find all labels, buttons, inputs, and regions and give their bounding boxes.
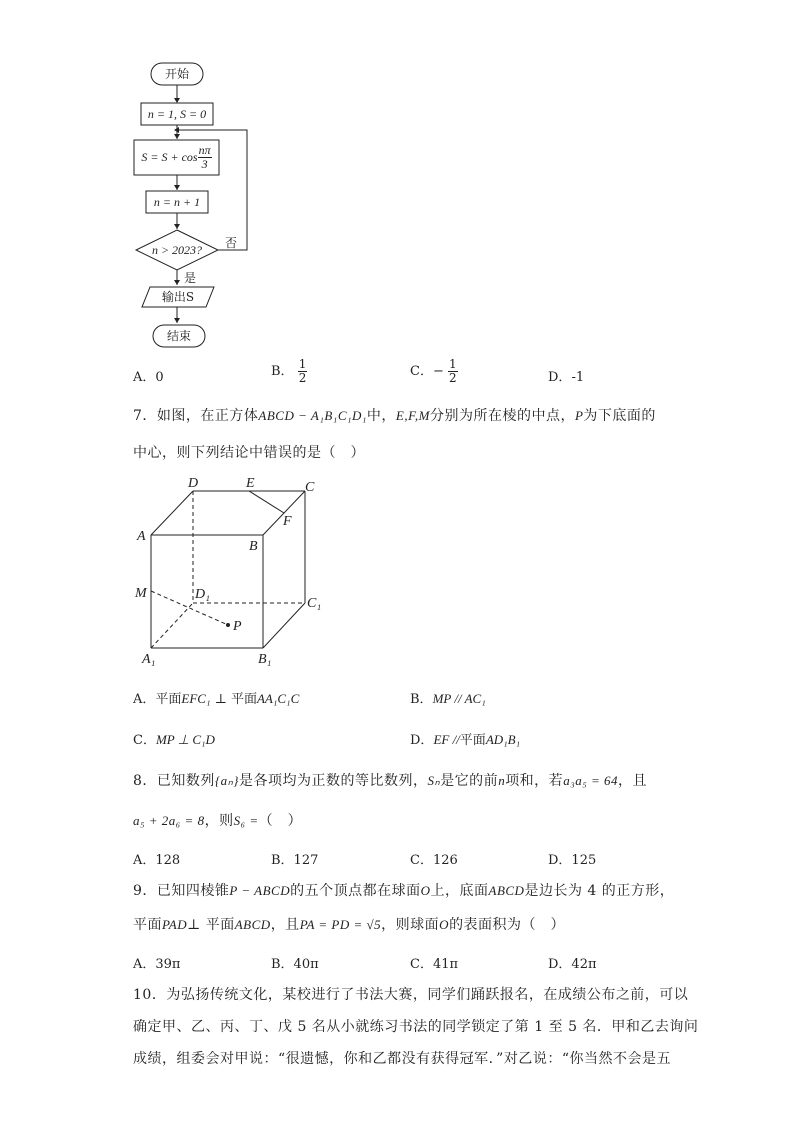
vertex-label-d1: D₁ <box>195 587 210 602</box>
vertex-label-c: C <box>305 480 315 495</box>
option-sign: − <box>432 364 444 379</box>
option-math: EF // <box>433 732 460 747</box>
q8-text: 项和，若 <box>505 773 564 789</box>
flow-update-fraction <box>198 144 212 171</box>
flow-increment-label: n = n + 1 <box>153 195 201 209</box>
option-math: AD₁B₁ <box>485 732 521 747</box>
vertex-label-a: A <box>137 529 146 544</box>
q7-option-a <box>133 688 299 707</box>
q9-text: 的表面积为（ ） <box>449 917 566 933</box>
q9-option-b: B．40π <box>271 957 319 972</box>
option-fraction <box>448 358 458 385</box>
flow-update-prefix: S = S + cos <box>141 150 198 164</box>
q7-stem-line1 <box>133 405 656 425</box>
q9-text: ，则球面 <box>381 917 440 933</box>
fraction-denominator: 2 <box>298 371 307 385</box>
vertex-label-c1: C₁ <box>307 596 322 611</box>
q7-text: 7．如图，在正方体 <box>133 408 259 424</box>
flow-init-label: n = 1, S = 0 <box>147 107 207 121</box>
q9-math: O <box>420 883 431 898</box>
flow-end-label: 结束 <box>166 329 191 343</box>
option-value: -1 <box>571 370 585 385</box>
q9-math: P − ABCD <box>229 883 291 898</box>
vertex-label-a1: A₁ <box>142 652 156 667</box>
flow-yes-label: 是 <box>184 271 197 285</box>
q8-math: S₆ = <box>233 813 259 828</box>
option-letter: C． <box>410 364 433 379</box>
q8-text: ，则 <box>204 813 234 829</box>
q7-points: E,F,M <box>395 408 430 423</box>
option-letter: D． <box>548 370 572 385</box>
q9-math: ABCD <box>234 917 271 932</box>
fraction-denominator: 2 <box>449 371 457 385</box>
arrow-head <box>174 185 180 190</box>
q8-stem-line1 <box>133 770 647 790</box>
q8-text: 是它的前 <box>440 773 499 789</box>
option-fraction <box>298 358 308 385</box>
arrow-head <box>174 224 180 229</box>
option-letter: D． <box>410 733 434 748</box>
option-letter: B． <box>410 692 433 707</box>
option-text: 平面 <box>155 692 182 707</box>
option-letter: A． <box>133 370 156 385</box>
q6-option-b <box>271 358 307 385</box>
flow-condition-label: n > 2023? <box>151 243 203 257</box>
q8-option-d: D．125 <box>548 853 597 868</box>
option-math: AA₁C₁C <box>256 691 300 706</box>
option-math: MP // AC₁ <box>432 691 486 706</box>
q9-stem-line1 <box>133 880 674 900</box>
q9-text: 的五个顶点都在球面 <box>290 883 421 899</box>
option-text: ⊥ 平面 <box>210 692 257 707</box>
q8-stem-line2 <box>133 810 302 830</box>
arrow-head <box>174 318 180 323</box>
q9-text: 平面 <box>133 917 162 933</box>
option-text: 平面 <box>459 733 486 748</box>
q8-math: a₃a₅ = 64 <box>563 773 618 788</box>
cube-figure <box>0 470 360 670</box>
vertex-label-e: E <box>246 476 255 491</box>
q9-stem-line2 <box>133 914 565 934</box>
fraction-numerator: 1 <box>298 357 307 371</box>
q9-text: 是边长为 4 的正方形， <box>524 883 675 899</box>
flow-start-label: 开始 <box>164 67 189 81</box>
q7-point-p: P <box>574 408 584 423</box>
q8-text: （ ） <box>258 813 303 829</box>
vertex-label-d: D <box>188 476 199 491</box>
vertex-label-b: B <box>249 539 258 554</box>
flow-update-label <box>134 140 219 175</box>
q10-stem-line2: 确定甲、乙、丙、丁、戊 5 名从小就练习书法的同学锁定了第 1 至 5 名．甲和乙去询问 <box>133 1019 699 1035</box>
q7-text: 分别为所在棱的中点， <box>429 408 575 424</box>
q8-math: {aₙ} <box>214 773 239 788</box>
q9-text: 上，底面 <box>430 883 489 899</box>
flow-output-label: 输出S <box>161 290 195 304</box>
q9-option-d: D．42π <box>548 957 597 972</box>
q7-text: 为下底面的 <box>583 408 656 424</box>
q8-option-a: A．128 <box>133 853 181 868</box>
q9-math: O <box>439 917 450 932</box>
q8-option-c: C．126 <box>410 853 458 868</box>
q10-stem-line1: 10．为弘扬传统文化，某校进行了书法大赛，同学们踊跃报名，在成绩公布之前，可以 <box>133 987 689 1003</box>
q9-option-c: C．41π <box>410 957 459 972</box>
option-letter: B． <box>271 364 294 379</box>
fraction-numerator: 1 <box>449 357 457 371</box>
option-letter: C． <box>133 733 156 748</box>
flow-no-label: 否 <box>225 236 238 250</box>
vertex-label-f: F <box>283 514 292 529</box>
q9-math: ABCD <box>488 883 525 898</box>
vertex-label-b1: B₁ <box>258 652 272 667</box>
flow-update-denominator: 3 <box>201 157 208 171</box>
q6-option-c <box>410 358 458 385</box>
q7-stem-line2: 中心，则下列结论中错误的是（ ） <box>133 445 365 461</box>
vertex-label-m: M <box>135 586 147 601</box>
q7-option-c <box>133 729 215 748</box>
point-p-dot <box>226 623 230 627</box>
vertex-label-p: P <box>233 619 242 634</box>
flow-update-numerator: nπ <box>198 143 211 157</box>
q7-option-b <box>410 688 486 707</box>
q8-math: Sₙ <box>427 773 441 788</box>
q7-option-d <box>410 729 520 748</box>
q10-stem-line3: 成绩，组委会对甲说：“很遗憾，你和乙都没有获得冠军．”对乙说：“你当然不会是五 <box>133 1051 671 1067</box>
q7-cube-name: ABCD − A₁B₁C₁D₁ <box>258 408 367 423</box>
option-math: EFC₁ <box>181 691 211 706</box>
q8-text: ，且 <box>618 773 647 789</box>
option-letter: A． <box>133 692 156 707</box>
arrow-head <box>174 134 180 139</box>
q9-text: ⊥ 平面 <box>187 917 235 933</box>
option-math: MP ⊥ C₁D <box>155 732 215 747</box>
q9-math: PAD <box>162 917 188 932</box>
q9-text: ，且 <box>270 917 300 933</box>
q8-math: n <box>498 773 506 788</box>
q9-text: 9．已知四棱锥 <box>133 883 230 899</box>
q9-option-a: A．39π <box>133 957 181 972</box>
q6-option-a <box>133 366 164 385</box>
q8-option-b: B．127 <box>271 853 319 868</box>
q9-math: PA = PD = √5 <box>299 917 382 932</box>
q7-text: 中， <box>366 408 396 424</box>
q8-text: 8．已知数列 <box>133 773 215 789</box>
arrow-head <box>174 280 180 285</box>
q6-option-d <box>548 366 584 385</box>
q8-math: a₅ + 2a₆ = 8 <box>133 813 205 828</box>
q8-text: 是各项均为正数的等比数列， <box>239 773 428 789</box>
option-value: 0 <box>155 370 164 385</box>
